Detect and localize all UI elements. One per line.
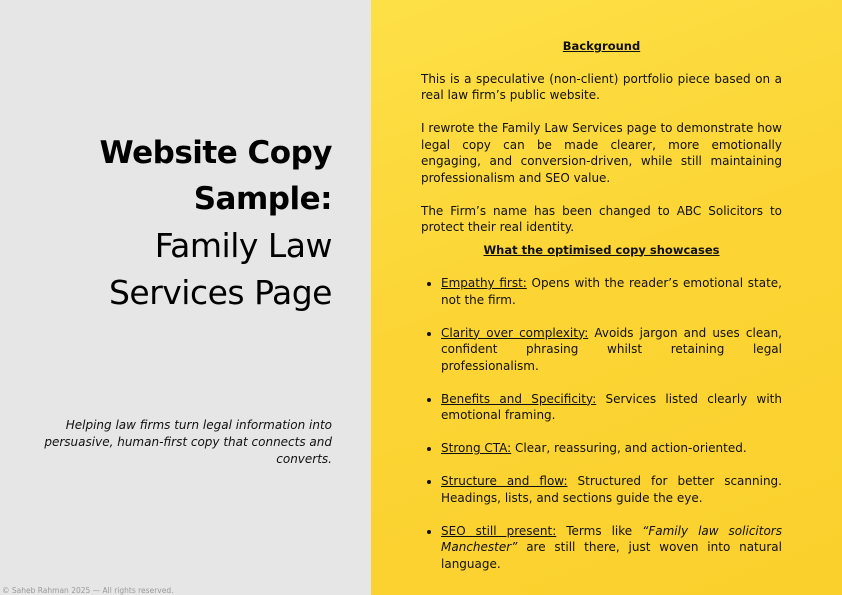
list-item-text: Services listed clearly with emotional framing.	[441, 391, 782, 422]
background-paragraph-1: This is a speculative (non-client) portfolio piece based on a real law firm’s public website.	[421, 71, 782, 102]
list-item-quote: “Family law solicitors Manchester”	[441, 523, 782, 554]
background-paragraph-3: The Firm’s name has been changed to ABC Solicitors to protect their real identity.	[421, 203, 782, 234]
list-item-label: Benefits and Specificity:	[441, 391, 597, 406]
list-item	[441, 325, 782, 375]
left-panel	[0, 0, 371, 595]
list-item	[441, 473, 782, 506]
list-item-text: Opens with the reader’s emotional state, not the firm.	[441, 276, 782, 307]
list-item-text: Avoids jargon and uses clean, confident phrasing whilst retaining legal professionalism.	[441, 325, 782, 373]
background-paragraph-2: I rewrote the Family Law Services page to demonstrate how legal copy can be made clearer, more emotionally engaging, and conversion-driven, while still maintaining professionalism and SEO value.	[421, 121, 782, 185]
list-item	[441, 391, 782, 424]
list-item-text: Terms like	[556, 523, 643, 538]
list-item-text: Clear, reassuring, and action-oriented.	[511, 441, 747, 455]
title-line-4: Services Page	[108, 273, 332, 312]
title-line-3: Family Law	[154, 226, 332, 265]
tagline: Helping law firms turn legal information into persuasive, human-first copy that connects and converts.	[44, 418, 332, 466]
list-item-label: SEO still present:	[441, 523, 557, 538]
showcase-list	[421, 275, 782, 572]
list-item-label: Clarity over complexity:	[441, 325, 589, 340]
list-item-label: Strong CTA:	[441, 441, 512, 455]
list-item-text: Structured for better scanning. Headings, lists, and sections guide the eye.	[441, 474, 782, 505]
content-column	[421, 38, 782, 572]
list-item	[441, 275, 782, 308]
title-line-2: Sample:	[193, 181, 332, 217]
list-item-text: are still there, just woven into natural language.	[441, 540, 782, 571]
list-item	[441, 523, 782, 573]
title-line-1: Website Copy	[99, 135, 332, 171]
showcase-heading: What the optimised copy showcases	[483, 242, 720, 257]
list-item	[441, 440, 782, 457]
page-title	[12, 130, 332, 316]
list-item-label: Empathy first:	[441, 276, 527, 290]
list-item-label: Structure and flow:	[441, 474, 568, 488]
copyright-notice: © Saheb Rahman 2025 — All rights reserved.	[2, 586, 174, 595]
background-heading: Background	[562, 39, 641, 53]
